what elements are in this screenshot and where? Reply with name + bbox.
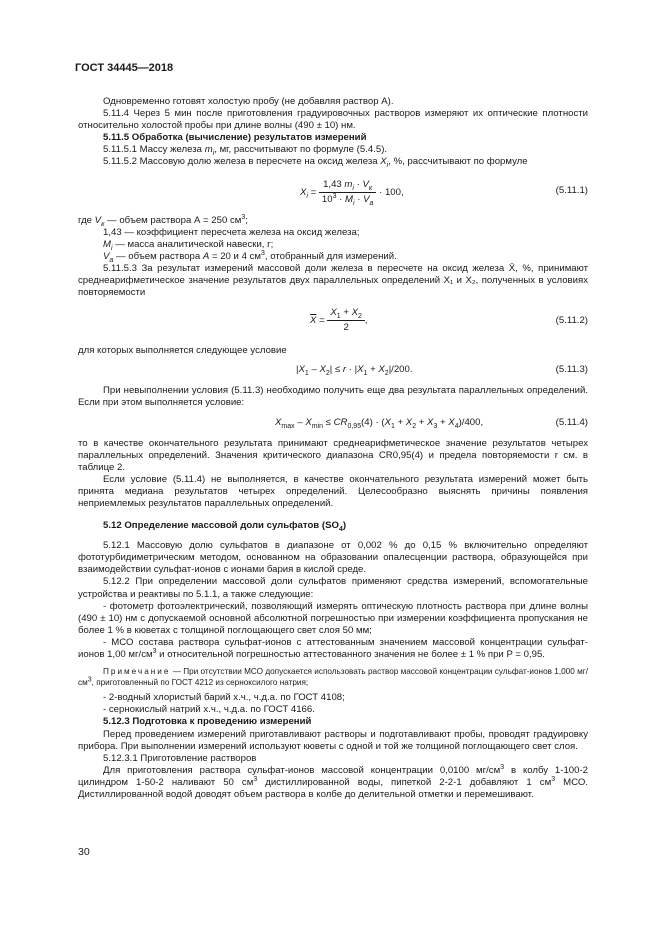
- list-item: - 2-водный хлористый барий х.ч., ч.д.а. по ГОСТ 4108;: [103, 692, 345, 704]
- paragraph: для которых выполняется следующее условие: [78, 345, 287, 357]
- paragraph: 5.12.2 При определении массовой доли сульфатов применяют средства измерений, вспомогательные устройства и реактивы по 5.1.1, а также следующие:: [78, 576, 588, 600]
- paragraph: Для приготовления раствора сульфат-ионов массовой концентрации 0,0100 $мг/см^3$ в колбу 1-100-2 цилиндром 1-50-2 наливают 50 $см^3$ дистиллированной воды, пипеткой 2-2-1 добавляют 1 $см^3$ МСО. Дистиллированной водой доводят объем раствора в колбе до делительной отметки и перемешивают.: [78, 763, 588, 801]
- formula-number: (5.11.1): [555, 184, 588, 196]
- paragraph: 5.11.4 Через 5 мин после приготовления градуировочных растворов измеряют их оптические плотности относительно холостой пробы при длине волны (490 ± 10) нм.: [78, 108, 588, 132]
- formula-5-11-1: $X_i$ = $\frac{1,43 m_i \cdot V_к}{10^3 \cdot M_i \cdot V_а}$ · 100, (5.11.1): [300, 178, 588, 207]
- formula-5-11-3: $|X_1 - X_2| \le r \cdot |X_1 + X_2|/200$. (5.11.3): [296, 364, 588, 378]
- formula-5-11-4: $X_{max} - X_{min} \le CR_{0,95}(4) \cdot (X_1 + X_2 + X_3 + X_4)/400$, (5.11.4): [275, 416, 588, 430]
- paragraph: 5.12.1 Массовую долю сульфатов в диапазоне от 0,002 % до 0,15 % включительно определяют фототурбидиметрическим методом, основанном на образовании опалесценции раствора, образующейся при взаимодействии сульфат-ионов с ионами бария в кислой среде.: [78, 540, 588, 576]
- document-body: [78, 96, 588, 801]
- list-item: - МСО состава раствора сульфат-ионов с аттестованным значением массовой концентрации сульфат-ионов 1,00 $мг/см^3$ и относительной погрешностью аттестованного значения не более ± 1 % при P = 0,95.: [78, 636, 588, 660]
- section-heading: 5.12 Определение массовой доли сульфатов $(SO_4)$: [103, 520, 347, 533]
- paragraph: 5.12.3.1 Приготовление растворов: [103, 752, 257, 764]
- where-line: где $V_к$ — объем раствора А = 250 $см^3$;: [78, 213, 248, 228]
- paragraph: Одновременно готовят холостую пробу (не добавляя раствор А).: [103, 96, 394, 107]
- where-line: $V_а$ — объем раствора A = 20 и 4 $см^3$, отобранный для измерений.: [103, 249, 397, 264]
- formula-number: (5.11.3): [555, 364, 588, 376]
- where-line: $M_i$ — масса аналитической навески, г;: [103, 238, 274, 252]
- paragraph: 5.11.5.2 Массовую долю железа в пересчете на оксид железа $X_i$, %, рассчитывают по формуле: [103, 156, 528, 170]
- paragraph: При невыполнении условия (5.11.3) необходимо получить еще два результата параллельных определений. Если при этом выполняется условие:: [78, 385, 588, 409]
- paragraph: Перед проведением измерений приготавливают растворы и подготавливают пробы, проводят градуировку прибора. При выполнении измерений используют кюветы с одной и той же толщиной поглощающего свет слоя.: [78, 728, 588, 752]
- paragraph: 5.11.5.1 Массу железа $m_i$, мг, рассчитывают по формуле (5.4.5).: [103, 144, 388, 158]
- formula-5-11-2: $\overline{X}$ = $\frac{X_1 + X_2}{2}$ , (5.11.2): [310, 307, 588, 334]
- section-heading: 5.12.3 Подготовка к проведению измерений: [103, 716, 312, 728]
- document-header: ГОСТ 34445—2018: [75, 62, 174, 74]
- list-item: - фотометр фотоэлектрический, позволяющий измерять оптическую плотность раствора при длине волны (490 ± 10) нм с допускаемой основной абсолютной погрешностью при измерении коэффициента пропускания не более 1 % в кюветах с толщиной поглощающего свет слоя 50 мм;: [78, 600, 588, 636]
- note: Примечание — При отсутствии МСО допускается использовать раствор массовой концентрации сульфат-ионов 1,000 $мг/см^3$, приготовленный по ГОСТ 4212 из серноксилого натрия;: [78, 667, 588, 687]
- paragraph: 5.11.5.3 За результат измерений массовой доли железа в пересчете на оксид железа X̄, %, принимают среднеарифметическое значение результатов двух параллельных определений X₁ и X₂, полученных в условиях повторяемости: [78, 262, 588, 299]
- paragraph: Если условие (5.11.4) не выполняется, в качестве окончательного результата измерений может быть принята медиана результатов четырех определений. Целесообразно выяснять причины появления неприемлемых результатов параллельных определений.: [78, 473, 588, 509]
- page-number: 30: [78, 846, 90, 858]
- list-item: - сернокислый натрий х.ч., ч.д.а. по ГОСТ 4166.: [103, 704, 315, 716]
- paragraph: то в качестве окончательного результата принимают среднеарифметическое значение результатов четырех параллельных определений. Значения критического диапазона CR0,95(4) и предела повторяемости r см. в таблице 2.: [78, 437, 588, 473]
- formula-number: (5.11.2): [555, 315, 588, 327]
- formula-number: (5.11.4): [555, 416, 588, 428]
- where-line: 1,43 — коэффициент пересчета железа на оксид железа;: [103, 226, 360, 238]
- section-heading: 5.11.5 Обработка (вычисление) результатов измерений: [103, 132, 367, 144]
